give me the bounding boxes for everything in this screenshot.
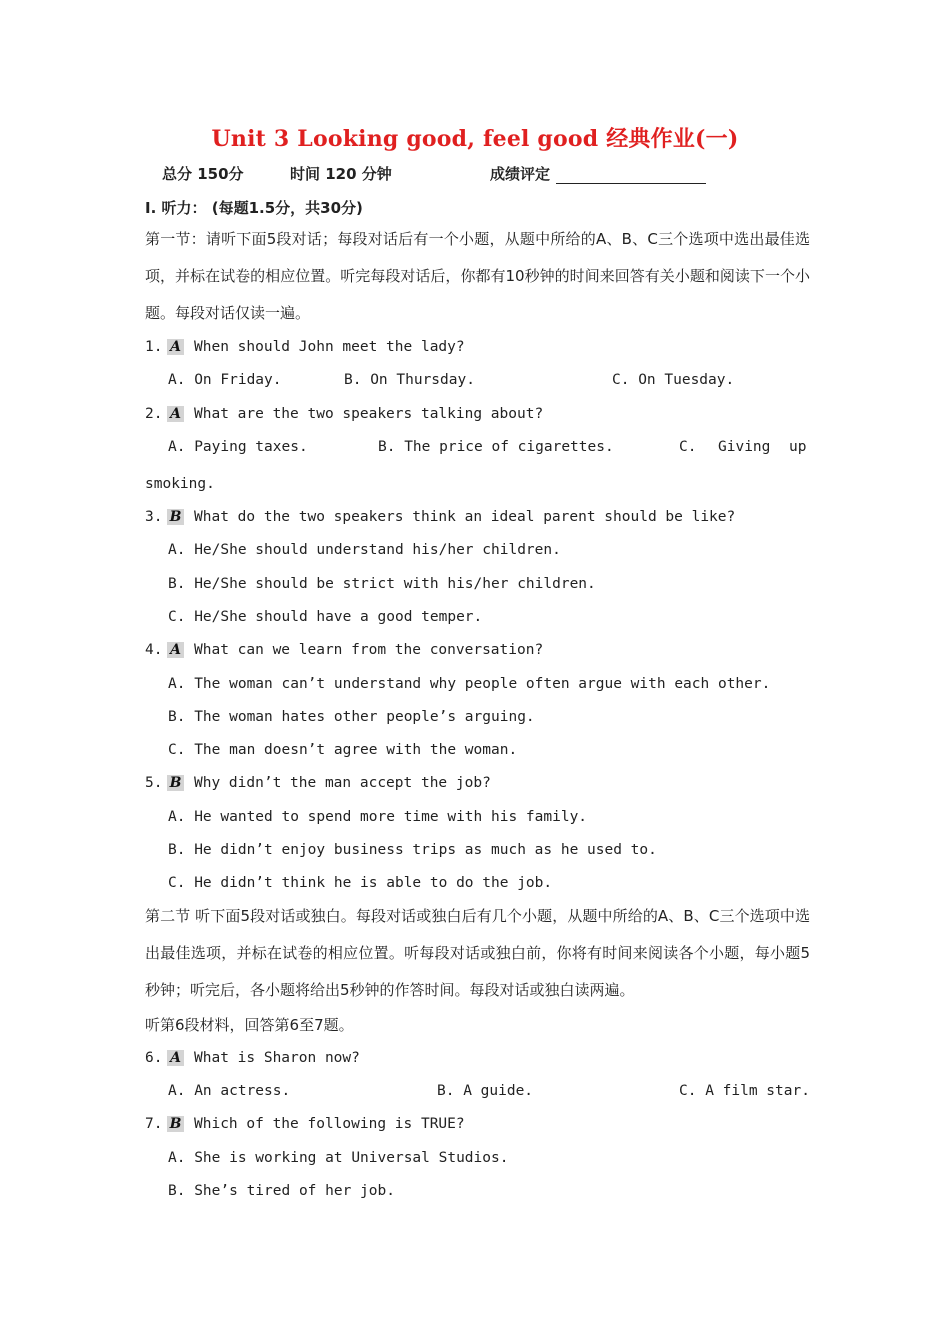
question-number: 5.: [145, 775, 163, 791]
option-c: C. On Tuesday.: [612, 372, 735, 388]
question-number: 1.: [145, 339, 163, 355]
question-text: What do the two speakers think an ideal parent should be like?: [194, 509, 736, 525]
option-b: B. He didn’t enjoy business trips as much as he used to.: [168, 842, 657, 858]
question-number: 4.: [145, 642, 163, 658]
question-text: What are the two speakers talking about?: [194, 406, 544, 422]
exam-time: 时间 120 分钟: [290, 165, 392, 183]
question-text: When should John meet the lady?: [194, 339, 465, 355]
question-number: 2.: [145, 406, 163, 422]
total-score: 总分 150分: [162, 165, 244, 183]
question-text: Which of the following is TRUE?: [194, 1116, 465, 1132]
answer-badge: A: [167, 406, 184, 422]
option-b: B. The woman hates other people’s arguing.: [168, 709, 535, 725]
option-a: A. The woman can’t understand why people often argue with each other.: [168, 676, 771, 692]
option-a: A. On Friday.: [168, 372, 282, 388]
page-title: Unit 3 Looking good, feel good 经典作业(一): [211, 126, 739, 152]
grade-label: 成绩评定: [490, 165, 551, 183]
question-number: 6.: [145, 1050, 163, 1066]
answer-badge: B: [167, 509, 184, 525]
option-b: B. A guide.: [437, 1083, 534, 1099]
question-text: What can we learn from the conversation?: [194, 642, 544, 658]
option-b: B. He/She should be strict with his/her children.: [168, 576, 596, 592]
question-text: Why didn’t the man accept the job?: [194, 775, 491, 791]
part1-instructions: 第一节：请听下面5段对话；每段对话后有一个小题，从题中所给的A、B、C三个选项中选出最佳选项，并标在试卷的相应位置。听完每段对话后，你都有10秒钟的时间来回答有关小题和阅读下一个小题。每段对话仅读一遍。: [145, 230, 810, 322]
answer-badge: B: [167, 1116, 184, 1132]
part2-lead: 听第6段材料，回答第6至7题。: [145, 1016, 354, 1034]
question-number: 3.: [145, 509, 163, 525]
section-heading: I. 听力： (每题1.5分，共30分): [145, 199, 363, 217]
option-c: C. He didn’t think he is able to do the job.: [168, 875, 553, 891]
option-c: C. A film star.: [679, 1083, 810, 1099]
option-c: C. The man doesn’t agree with the woman.: [168, 742, 518, 758]
answer-badge: A: [167, 1050, 184, 1066]
option-c-continued: smoking.: [145, 476, 215, 492]
part2-instructions: 第二节 听下面5段对话或独白。每段对话或独白后有几个小题，从题中所给的A、B、C三个选项中选出最佳选项，并标在试卷的相应位置。听每段对话或独白前，你将有时间来阅读各个小题，每小题5秒钟；听完后，各小题将给出5秒钟的作答时间。每段对话或独白读两遍。: [145, 907, 810, 999]
grade-field: [490, 163, 706, 184]
option-a: A. He/She should understand his/her children.: [168, 542, 561, 558]
option-a: A. He wanted to spend more time with his family.: [168, 809, 588, 825]
option-a: A. She is working at Universal Studios.: [168, 1150, 509, 1166]
option-b: B. She’s tired of her job.: [168, 1183, 395, 1199]
question-text: What is Sharon now?: [194, 1050, 360, 1066]
option-c-word: Giving: [718, 439, 771, 455]
option-c: C. He/She should have a good temper.: [168, 609, 483, 625]
grade-blank: [556, 169, 706, 184]
option-b: B. The price of cigarettes.: [378, 439, 614, 455]
option-a: A. Paying taxes.: [168, 439, 308, 455]
option-a: A. An actress.: [168, 1083, 291, 1099]
answer-badge: A: [167, 339, 184, 355]
answer-badge: A: [167, 642, 184, 658]
option-c-word: up: [789, 439, 807, 455]
option-c: C.: [679, 439, 697, 455]
question-number: 7.: [145, 1116, 163, 1132]
answer-badge: B: [167, 775, 184, 791]
option-b: B. On Thursday.: [344, 372, 475, 388]
